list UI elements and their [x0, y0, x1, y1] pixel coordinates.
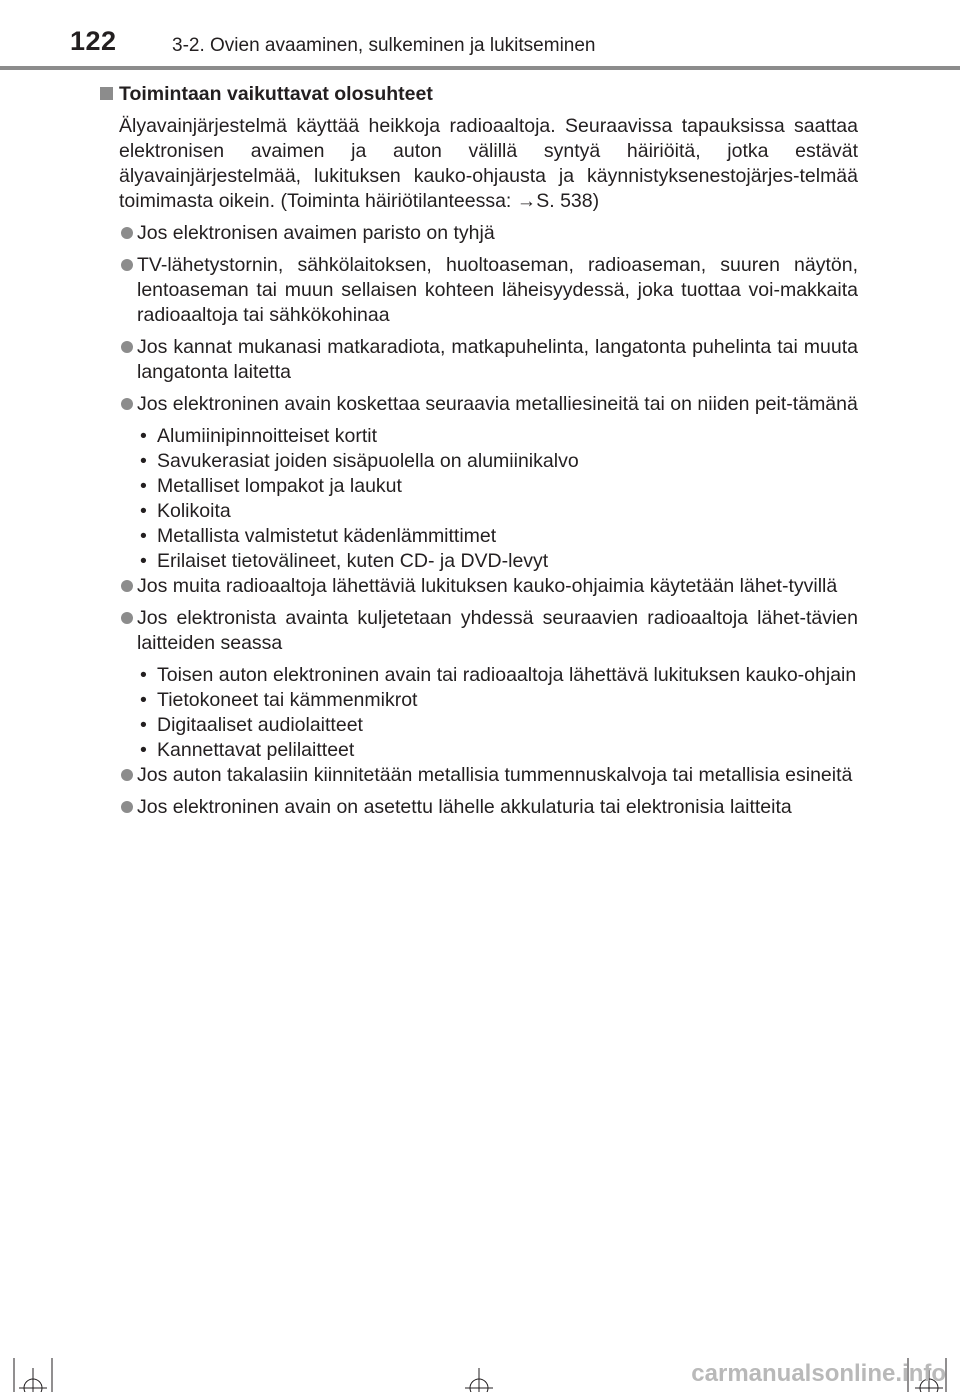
- registration-mark-icon: [19, 1368, 47, 1392]
- page-content: [100, 82, 858, 827]
- metal-items-list: [100, 424, 858, 574]
- circle-bullet-icon: [121, 259, 133, 271]
- circle-bullet-icon: [121, 580, 133, 592]
- sub-list-item: • Tietokoneet tai kämmenmikrot: [140, 689, 418, 711]
- sub-list-item: • Savukerasiat joiden sisäpuolella on alumiinikalvo: [140, 450, 579, 472]
- section-intro: Älyavainjärjestelmä käyttää heikkoja radioaaltoja. Seuraavissa tapauksissa saattaa elektronisen avaimen ja auton välillä syntyä häiriöitä, jotka estävät älyavainjärjestelmää, lukituksen kauko-ohjausta ja käynnistyksenestojärjes-telmää toimimasta oikein. (Toiminta häiriötilanteessa: →S. 538): [119, 115, 858, 212]
- circle-bullet-icon: [121, 612, 133, 624]
- device-items-list: [100, 663, 858, 763]
- sub-list-item: • Alumiinipinnoitteiset kortit: [140, 425, 378, 447]
- sub-list-item: • Kolikoita: [140, 500, 231, 522]
- watermark: carmanualsonline.info: [691, 1360, 946, 1387]
- sub-list-item: • Metallista valmistetut kädenlämmittimet: [140, 525, 497, 547]
- header-rule: [0, 66, 960, 70]
- sub-list-item: • Erilaiset tietovälineet, kuten CD- ja DVD-levyt: [140, 550, 549, 572]
- list-item: Jos kannat mukanasi matkaradiota, matkapuhelinta, langatonta puhelinta tai muuta langatonta laitetta: [100, 335, 858, 385]
- list-item: Jos elektroninen avain on asetettu lähelle akkulaturia tai elektronisia laitteita: [100, 795, 858, 820]
- circle-bullet-icon: [121, 398, 133, 410]
- list-item: Jos elektronisen avaimen paristo on tyhjä: [100, 221, 858, 246]
- sub-list-item: • Digitaaliset audiolaitteet: [140, 714, 363, 736]
- sub-list-item: • Kannettavat pelilaitteet: [140, 739, 355, 761]
- list-item: Jos muita radioaaltoja lähettäviä lukituksen kauko-ohjaimia käytetään lähet-tyvillä: [100, 574, 858, 599]
- page-header: [0, 0, 960, 70]
- list-item: Jos auton takalasiin kiinnitetään metallisia tummennuskalvoja tai metallisia esineitä: [100, 763, 858, 788]
- circle-bullet-icon: [121, 769, 133, 781]
- chapter-title: 3-2. Ovien avaaminen, sulkeminen ja lukitseminen: [172, 35, 596, 56]
- sub-list-item: • Metalliset lompakot ja laukut: [140, 475, 402, 497]
- registration-mark-icon: [465, 1368, 493, 1392]
- circle-bullet-icon: [121, 341, 133, 353]
- page-number: 122: [70, 26, 117, 56]
- list-item: TV-lähetystornin, sähkölaitoksen, huoltoaseman, radioaseman, suuren näytön, lentoaseman tai muun sellaisen kohteen läheisyydessä, joka tuottaa voi-makkaita radioaaltoja tai sähkökohinaa: [100, 253, 858, 328]
- footer-marks: [0, 1350, 960, 1392]
- circle-bullet-icon: [121, 227, 133, 239]
- section-title: Toimintaan vaikuttavat olosuhteet: [119, 83, 433, 105]
- sub-list-item: • Toisen auton elektroninen avain tai radioaaltoja lähettävä lukituksen kauko-ohjain: [140, 664, 857, 686]
- square-bullet-icon: [100, 87, 113, 100]
- circle-bullet-icon: [121, 801, 133, 813]
- section-heading: [100, 82, 858, 107]
- list-item: Jos elektronista avainta kuljetetaan yhdessä seuraavien radioaaltoja lähet-tävien laitteiden seassa: [100, 606, 858, 656]
- list-item: Jos elektroninen avain koskettaa seuraavia metalliesineitä tai on niiden peit-tämänä: [100, 392, 858, 417]
